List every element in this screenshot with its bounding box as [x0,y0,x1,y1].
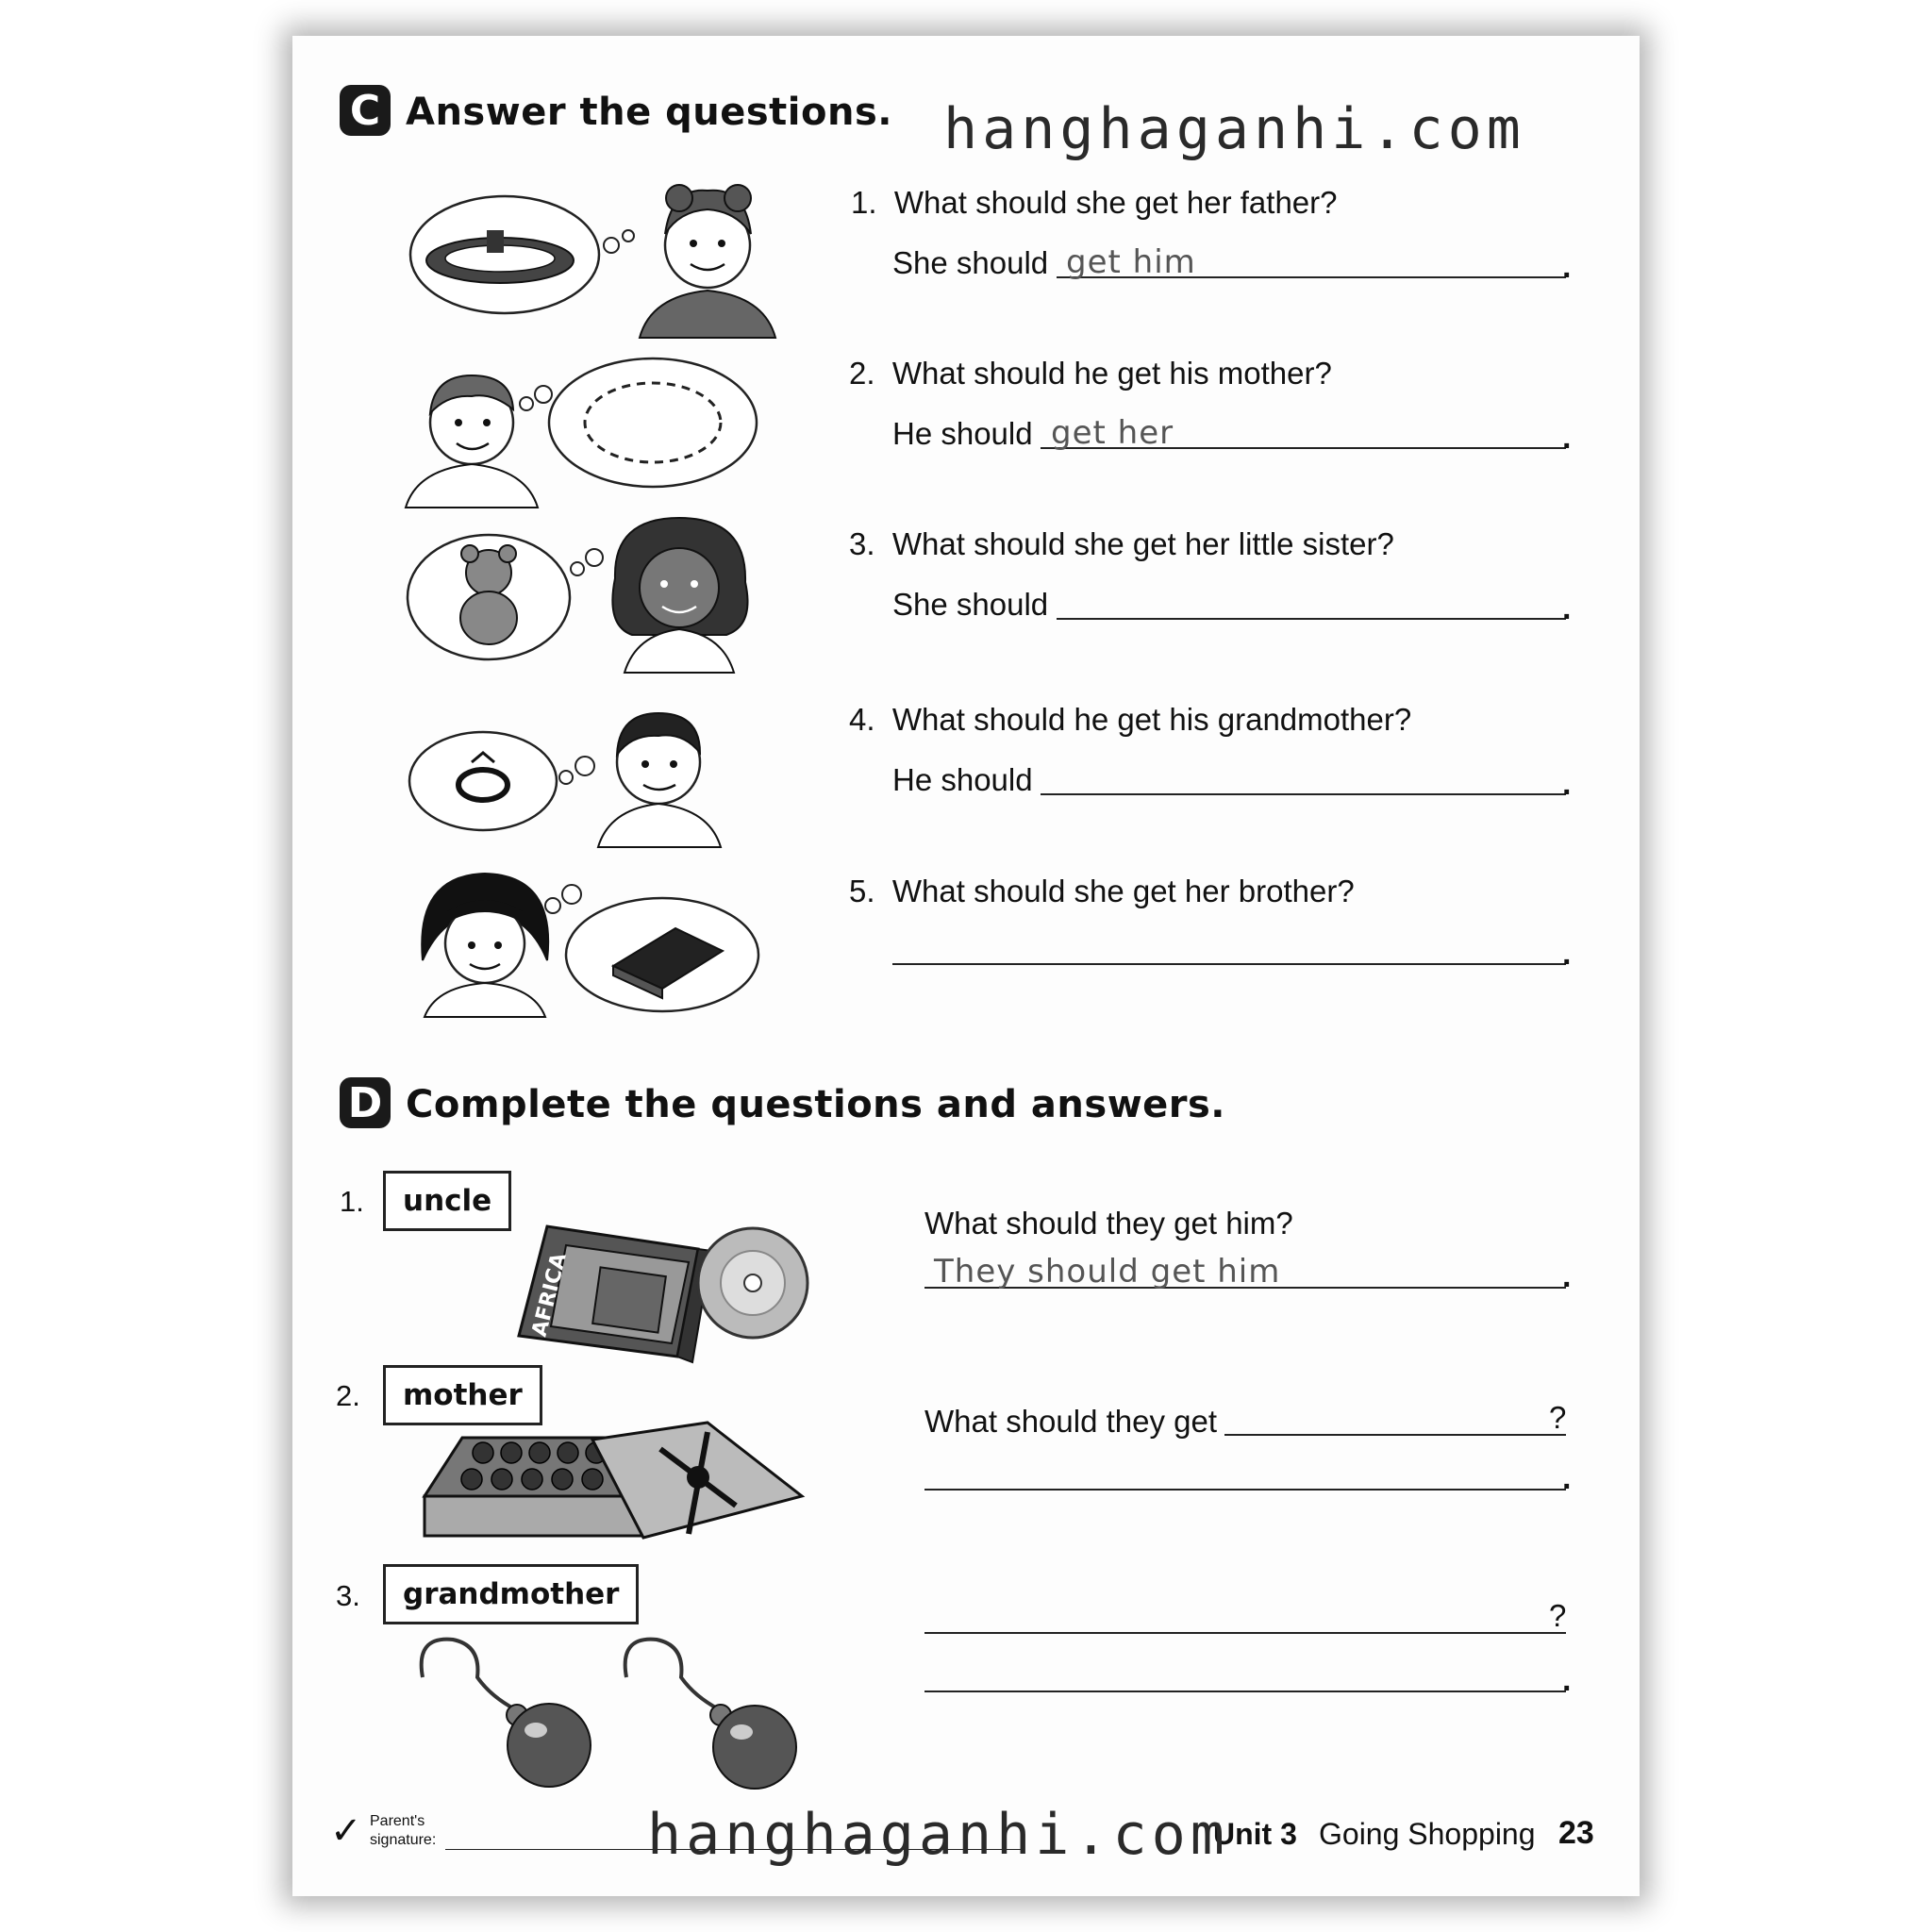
question-text: What should he get his grandmother? [891,702,1412,737]
prompt-c2: He should [892,416,1033,451]
illustration-chocolate-box [425,1421,811,1562]
question-number: 5. [849,874,875,908]
section-d-letter: D [347,1078,383,1127]
section-c-title: Answer the questions. [406,91,892,134]
period-d2: . [1562,1460,1572,1496]
question-line-d2[interactable] [1224,1434,1566,1436]
check-icon: ✓ [330,1810,362,1852]
question-text: What should she get her brother? [891,874,1355,908]
question-d1: What should they get him? [924,1206,1293,1241]
question-c4 [849,702,1411,738]
item-number-d1: 1. [340,1185,364,1218]
question-c1 [851,185,1338,221]
section-c-letter: C [349,86,381,135]
word-box-grandmother: grandmother [383,1564,639,1624]
item-number-d2: 2. [336,1379,360,1412]
prompt-c3: She should [892,587,1049,622]
watermark-bottom: hanghaganhi.com [647,1802,1229,1868]
question-mark-d3: ? [1549,1598,1567,1633]
question-number: 2. [849,356,875,391]
unit-title: Going Shopping [1319,1817,1536,1851]
answer-line-c3[interactable] [1057,618,1566,620]
question-text: What should he get his mother? [891,356,1332,391]
period-c2: . [1562,420,1572,456]
signature-label-line1: Parent's [370,1813,425,1829]
answer-c1: get him [1066,243,1196,281]
period-c4: . [1562,766,1572,802]
item-number-d3: 3. [336,1579,360,1612]
answer-line-d3[interactable] [924,1690,1566,1692]
answer-d1: They should get him [934,1253,1281,1291]
illustration-pearl-earrings [406,1630,821,1790]
page-number: 23 [1558,1815,1594,1851]
question-c2 [849,356,1332,391]
workbook-page [292,36,1640,1896]
period-c3: . [1562,591,1572,626]
question-text: What should she get her little sister? [891,526,1394,561]
section-c-badge [340,85,391,136]
word-box-mother: mother [383,1365,542,1425]
illustration-boy-necklace [406,347,764,508]
illustration-girl-teddy-bear [406,512,764,673]
period-d3: . [1562,1662,1572,1698]
period-c1: . [1562,249,1572,285]
question-c3 [849,526,1394,562]
question-text: What should she get her father? [893,185,1338,220]
question-number: 1. [851,185,877,220]
question-c5 [849,874,1355,909]
question-number: 4. [849,702,875,737]
answer-line-c4[interactable] [1041,793,1566,795]
watermark-top: hanghaganhi.com [943,96,1525,162]
prompt-c4: He should [892,762,1033,797]
unit-number: Unit 3 [1213,1817,1297,1851]
question-line-d3[interactable] [924,1632,1566,1634]
illustration-girl-car-track [406,177,764,338]
question-mark-d2: ? [1549,1400,1567,1435]
answer-line-d2[interactable] [924,1489,1566,1491]
illustration-book-and-cd [509,1215,811,1375]
word-box-uncle: uncle [383,1171,511,1231]
illustration-boy-ring [406,687,764,847]
illustration-girl-book [406,857,764,1017]
period-c5: . [1562,936,1572,972]
section-d-badge [340,1077,391,1128]
signature-label-line2: signature: [370,1832,437,1848]
answer-c2: get her [1051,414,1174,452]
question-d2: What should they get [924,1404,1218,1439]
answer-line-c5[interactable] [892,963,1566,965]
period-d1: . [1562,1258,1572,1294]
section-d-title: Complete the questions and answers. [406,1083,1226,1126]
book-title-text: AFRICA [527,1250,572,1340]
question-number: 3. [849,526,875,561]
prompt-c1: She should [892,245,1049,280]
